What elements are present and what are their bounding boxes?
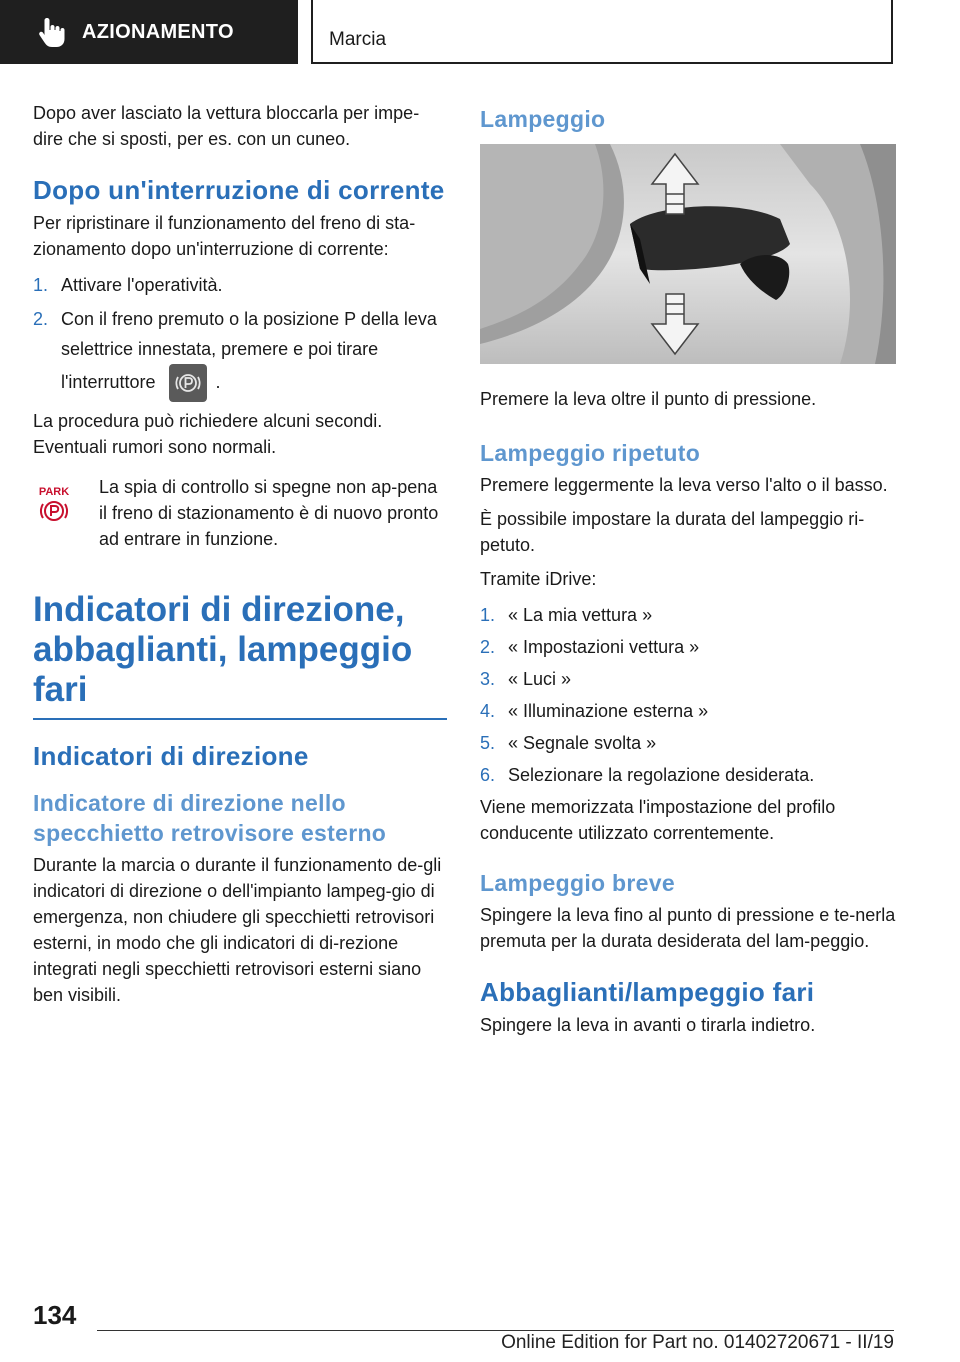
repeat-paragraph-2: È possibile impostare la durata del lampeggio ri-petuto. (480, 509, 865, 555)
list-item (480, 698, 896, 724)
list-number: 5. (480, 733, 496, 753)
list-item (480, 762, 896, 788)
power-steps-list (33, 272, 447, 402)
heading-divider (33, 718, 447, 720)
edition-note: Online Edition for Part no. 01402720671 - II/19 (501, 1332, 894, 1353)
mirror-paragraph: Durante la marcia o durante il funzionamento de-gli indicatori di direzione o dell'impianto lampeg-gio di emergenza, non chiudere gli specchietti retrovisori esterni, in modo che gli indicatori di di-rezione integrati negli specchietti retrovisori esterni siano ben visibili. (33, 855, 442, 1005)
list-number: 2. (480, 637, 496, 657)
heading-turn-signals: Indicatori di direzione (33, 741, 309, 771)
heading-short-flash: Lampeggio breve (480, 870, 675, 896)
list-item (33, 304, 447, 402)
chapter-tab (311, 0, 893, 64)
short-paragraph: Spingere la leva fino al punto di pressione e te-nerla premuta per la durata desiderata del lam-peggio. (480, 905, 896, 951)
list-item (480, 602, 896, 628)
list-text: « Impostazioni vettura » (508, 637, 700, 657)
park-warning-icon (33, 474, 99, 552)
list-number: 3. (480, 669, 496, 689)
list-text: « Luci » (508, 669, 572, 689)
list-text-end: . (215, 371, 221, 392)
chapter-heading: Indicatori di direzione, abbaglianti, lampeggio fari (33, 590, 413, 709)
list-item (33, 272, 447, 298)
saved-paragraph: Viene memorizzata l'impostazione del profilo conducente utilizzato correntemente. (480, 797, 836, 843)
idrive-paragraph: Tramite iDrive: (480, 569, 597, 589)
high-beam-paragraph: Spingere la leva in avanti o tirarla indietro. (480, 1015, 816, 1035)
list-number: 2. (33, 309, 49, 329)
list-text: « Illuminazione esterna » (508, 701, 709, 721)
list-number: 1. (33, 275, 49, 295)
parking-brake-switch-icon (169, 364, 207, 402)
procedure-paragraph: La procedura può richiedere alcuni secondi. Eventuali rumori sono normali. (33, 411, 383, 457)
list-text: « Segnale svolta » (508, 733, 657, 753)
list-text: Con il freno premuto o la posizione P della leva selettrice innestata, premere e poi tirare l'interruttore (61, 309, 437, 392)
heading-flash: Lampeggio (480, 106, 606, 132)
power-paragraph: Per ripristinare il funzionamento del freno di sta-zionamento dopo un'interruzione di corrente: (33, 213, 416, 259)
list-item (480, 666, 896, 692)
intro-paragraph: Dopo aver lasciato la vettura bloccarla per impe-dire che si sposti, per es. con un cuneo. (33, 103, 420, 149)
turn-signal-lever-photo (480, 144, 896, 364)
repeat-paragraph-1: Premere leggermente la leva verso l'alto o il basso. (480, 475, 888, 495)
heading-power-interruption: Dopo un'interruzione di corrente (33, 175, 445, 205)
photo-caption: Premere la leva oltre il punto di pressione. (480, 389, 817, 409)
section-header (0, 0, 298, 64)
park-note (33, 474, 447, 552)
heading-high-beam: Abbaglianti/lampeggio fari (480, 977, 815, 1007)
footer-divider (97, 1330, 894, 1331)
list-text: Attivare l'operatività. (61, 275, 223, 295)
chapter-title: Marcia (329, 29, 387, 50)
left-column (33, 100, 447, 1016)
park-icon-label: PARK (38, 486, 70, 498)
list-text: « La mia vettura » (508, 605, 653, 625)
list-item (480, 730, 896, 756)
list-text: Selezionare la regolazione desiderata. (508, 765, 815, 785)
page-number: 134 (33, 1300, 77, 1330)
section-title: AZIONAMENTO (82, 20, 234, 43)
park-note-text: La spia di controllo si spegne non ap-pena il freno di stazionamento è di nuovo pronto ad entrare in funzione. (99, 477, 439, 549)
heading-repeat-flash: Lampeggio ripetuto (480, 440, 701, 466)
list-number: 4. (480, 701, 496, 721)
hand-pointer-icon (38, 16, 66, 48)
right-column (480, 100, 896, 1046)
idrive-steps-list (480, 602, 896, 788)
list-item (480, 634, 896, 660)
list-number: 6. (480, 765, 496, 785)
list-number: 1. (480, 605, 496, 625)
heading-mirror-indicator: Indicatore di direzione nello specchietto retrovisore esterno (33, 790, 387, 846)
